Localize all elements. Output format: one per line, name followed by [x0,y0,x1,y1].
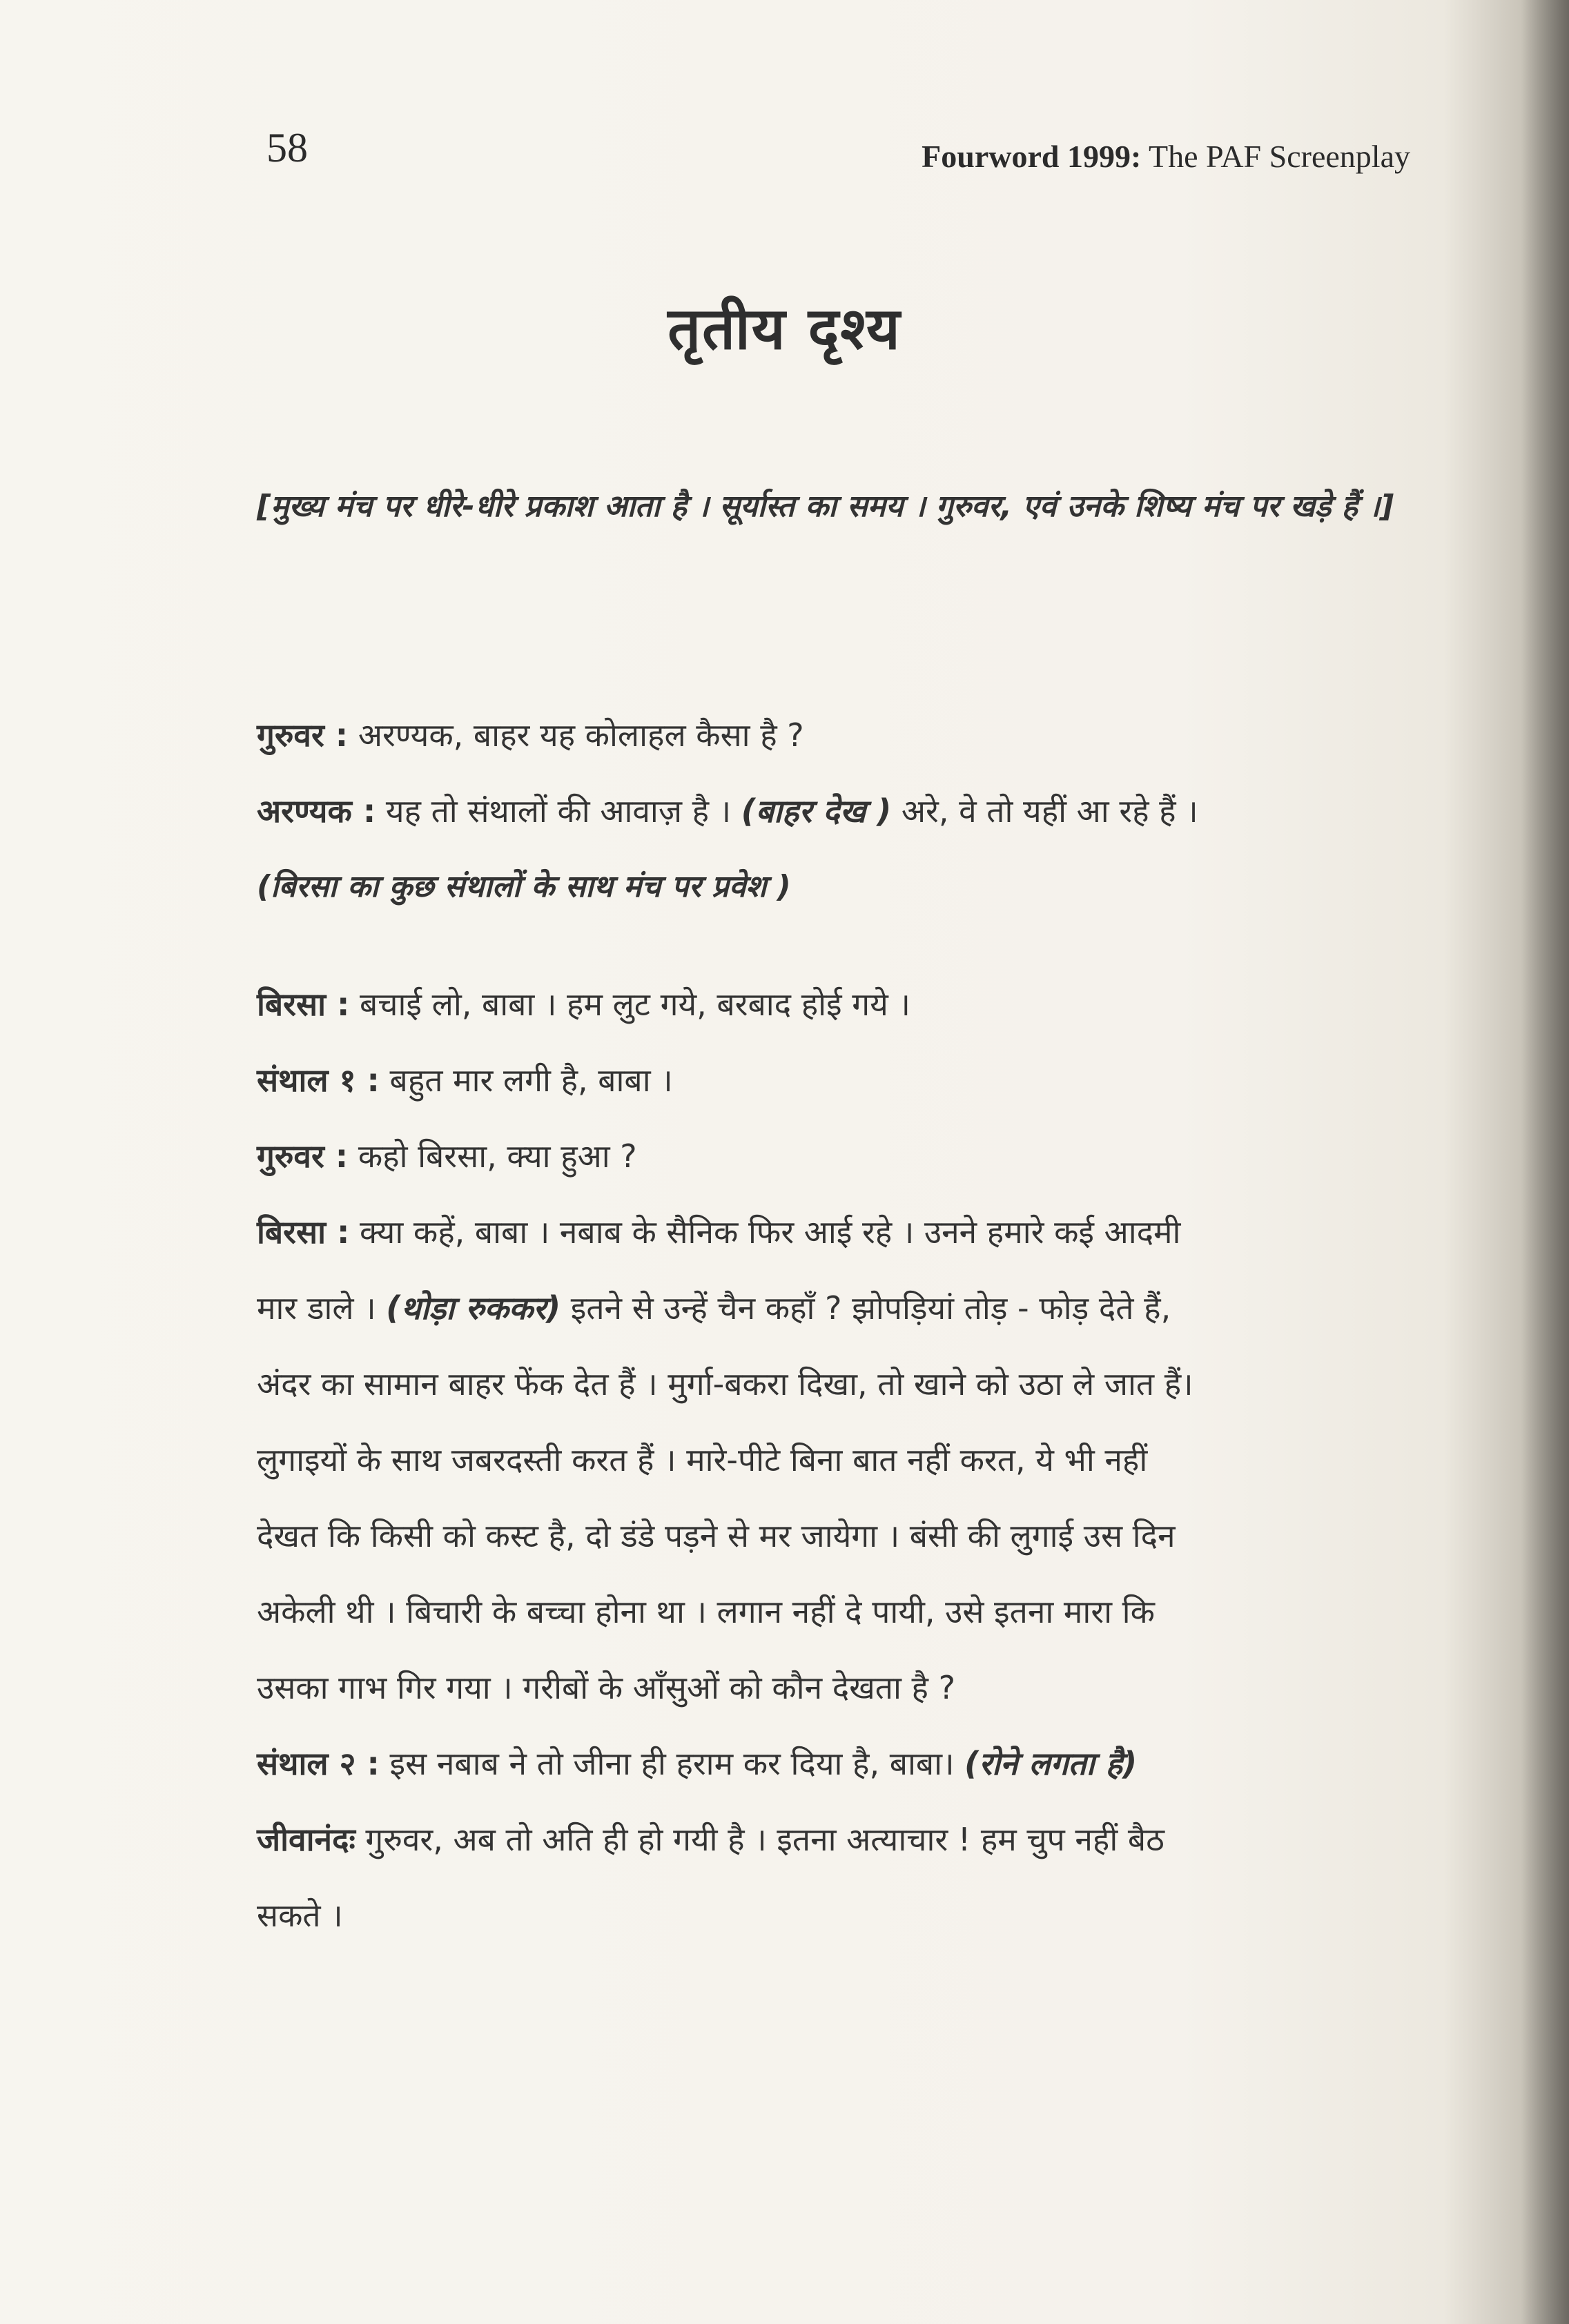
dialogue-line-santhal-1 [257,1042,1465,1118]
stage-aside: (थोड़ा रुककर) [386,1289,561,1327]
running-head-bold: Fourword 1999: [922,139,1142,174]
mid-stage-direction: (बिरसा का कुछ संथालों के साथ मंच पर प्रवेश ) [257,869,791,904]
dialogue-line-santhal-2 [257,1726,1465,1801]
birsa-speech-line-6: अकेली थी । बिचारी के बच्चा होना था । लगान नहीं दे पायी, उसे इतना मारा कि [257,1593,1155,1630]
speaker-label: जीवानंदः [257,1821,355,1858]
running-head-rest: The PAF Screenplay [1141,139,1410,174]
speaker-label: बिरसा : [257,986,350,1023]
stage-aside: (बाहर देख ) [741,792,892,830]
dialogue-text: गुरुवर, अब तो अति ही हो गयी है । इतना अत्याचार ! हम चुप नहीं बैठ [355,1821,1164,1858]
dialogue-text-after: अरे, वे तो यहीं आ रहे हैं । [891,792,1198,830]
dialogue-line-guruvar-2 [257,1118,1465,1194]
birsa-speech-line-3: अंदर का सामान बाहर फेंक देत हैं । मुर्गा-बकरा दिखा, तो खाने को उठा ले जात हैं। [257,1365,1193,1403]
dialogue-content [257,697,1465,1953]
speech-text: मार डाले । [257,1289,387,1327]
speaker-label: बिरसा : [257,1213,350,1251]
dialogue-text: बचाई लो, बाबा । हम लुट गये, बरबाद होई गये । [349,986,910,1023]
dialogue-line-guruvar [257,697,1465,773]
dialogue-line-birsa-1 [257,966,1465,1042]
dialogue-text: अरण्यक, बाहर यह कोलाहल कैसा है ? [348,716,804,754]
dialogue-text: बहुत मार लगी है, बाबा । [379,1062,673,1099]
running-head [922,138,1410,175]
speech-text: क्या कहें, बाबा । नबाब के सैनिक फिर आई रहे । उनने हमारे कई आदमी [349,1213,1181,1251]
birsa-speech-line-4: लुगाइयों के साथ जबरदस्ती करत हैं । मारे-पीटे बिना बात नहीं करत, ये भी नहीं [257,1441,1148,1478]
birsa-speech-line-5: देखत कि किसी को कस्ट है, दो डंडे पड़ने से मर जायेगा । बंसी की लुगाई उस दिन [257,1517,1176,1554]
spacer [257,925,1465,966]
speaker-label: अरण्यक : [257,792,376,830]
birsa-speech-line-2 [257,1270,1465,1346]
birsa-speech-line-7: उसका गाभ गिर गया । गरीबों के आँसुओं को कौन देखता है ? [257,1669,956,1706]
dialogue-line-aranyak [257,773,1465,849]
speaker-label: गुरुवर : [257,716,349,754]
stage-aside: (रोने लगता है) [964,1745,1138,1782]
speaker-label: संथाल २ : [257,1745,380,1782]
dialogue-text: इस नबाब ने तो जीना ही हराम कर दिया है, बाबा। [379,1745,965,1782]
dialogue-line-jeevanand-cont: सकते । [257,1897,343,1934]
opening-stage-direction: [मुख्य मंच पर धीरे-धीरे प्रकाश आता है । सूर्यास्त का समय । गुरुवर, एवं उनके शिष्य मंच पर खड़े हैं ।] [257,489,1394,524]
dialogue-text: कहो बिरसा, क्या हुआ ? [348,1137,637,1175]
speaker-label: संथाल १ : [257,1062,380,1099]
page-number: 58 [266,125,308,170]
scene-title: तृतीय दृश्य [667,295,902,362]
dialogue-text: यह तो संथालों की आवाज़ है । [376,792,741,830]
speaker-label: गुरुवर : [257,1137,349,1175]
dialogue-line-jeevanand [257,1801,1465,1877]
speech-text-after: इतने से उन्हें चैन कहाँ ? झोपड़ियां तोड़ - फोड़ देते हैं, [561,1289,1171,1327]
birsa-speech-line-1 [257,1194,1465,1270]
